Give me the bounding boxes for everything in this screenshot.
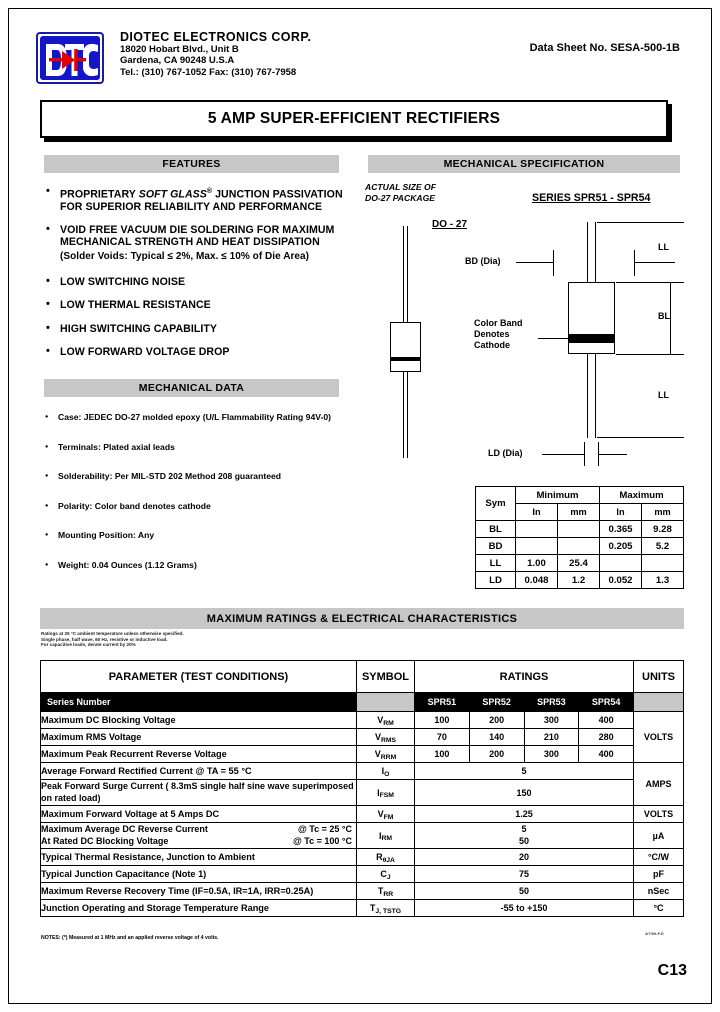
diode-body: [390, 322, 421, 372]
ratings-note-line1: Ratings at 25 °C ambient temperature unless otherwise specified.: [41, 631, 184, 636]
table-row: [41, 806, 684, 823]
series-part-number: SPR51: [415, 693, 470, 712]
param-units: µA: [634, 823, 684, 849]
ratings-note-line3: For capacitive loads, derate current by 20%: [41, 642, 136, 648]
dim-tick-ld-left: [584, 442, 585, 466]
feature-text-main: VOID FREE VACUUM DIE SOLDERING FOR MAXIMUM MECHANICAL STRENGTH AND HEAT DISSIPATION: [60, 223, 335, 249]
page-title: [40, 100, 668, 138]
dim-min-in: [516, 538, 558, 555]
rating-value: 200: [469, 746, 524, 763]
series-caption: SERIES SPR51 - SPR54: [532, 192, 651, 204]
dimension-table-row: [476, 538, 684, 555]
col-header-ratings: RATINGS: [415, 661, 634, 693]
param-symbol: [357, 866, 415, 883]
mechanical-data-item: ● Weight: 0.04 Ounces (1.12 Grams): [44, 560, 374, 570]
features-list: [44, 186, 364, 368]
dim-header-min-mm: mm: [558, 504, 600, 521]
param-symbol: [357, 823, 415, 849]
diode-lead-top: [587, 222, 596, 284]
actual-size-diode-drawing: [384, 226, 430, 458]
rating-value: 300: [524, 746, 579, 763]
dimensioned-diode-drawing: [465, 218, 684, 480]
dim-leader-ll-top: [635, 262, 675, 263]
registered-mark-icon: ®: [206, 188, 213, 195]
feature-text-suffix: JUNCTION PASSIVATION FOR SUPERIOR RELIABILITY AND PERFORMANCE: [60, 188, 343, 214]
param-units: VOLTS: [634, 712, 684, 763]
rating-value: 280: [579, 729, 634, 746]
table-row: [41, 746, 684, 763]
page-title-text: 5 AMP SUPER-EFFICIENT RECTIFIERS: [207, 110, 501, 127]
table-row: [41, 866, 684, 883]
dim-min-in: 1.00: [516, 555, 558, 572]
dim-max-in: [600, 555, 642, 572]
datasheet-number: Data Sheet No. SESA-500-1B: [529, 42, 680, 54]
col-header-units: UNITS: [634, 661, 684, 693]
rating-value: 400: [579, 712, 634, 729]
ratings-conditions-note: [41, 631, 381, 648]
dim-sym: BD: [476, 538, 516, 555]
diotec-logo-icon: [40, 36, 100, 80]
param-name: Average Forward Rectified Current @ TA = 55 °C: [41, 763, 357, 780]
dim-header-max-in: In: [600, 504, 642, 521]
param-name: [41, 823, 357, 849]
symbol-subscript: RM: [383, 719, 394, 727]
company-name: DIOTEC ELECTRONICS CORP.: [120, 30, 312, 44]
rating-value: 400: [579, 746, 634, 763]
dim-header-sym: Sym: [476, 487, 516, 521]
col-header-parameter: PARAMETER (TEST CONDITIONS): [41, 661, 357, 693]
param-name: Maximum DC Blocking Voltage: [41, 712, 357, 729]
dim-max-mm: 1.3: [642, 572, 684, 589]
symbol-main: I: [381, 766, 385, 776]
param-condition-1: @ Tc = 25 °C: [298, 824, 352, 834]
param-symbol: [357, 729, 415, 746]
main-table-header-row: [41, 661, 684, 693]
dim-sym: BL: [476, 521, 516, 538]
mechanical-drawing-area: [360, 178, 684, 488]
dim-max-mm: [642, 555, 684, 572]
symbol-subscript: θJA: [382, 856, 395, 864]
param-symbol: [357, 763, 415, 780]
dim-ext-line-body-bot: [616, 354, 684, 355]
page-header: [36, 32, 684, 92]
symbol-subscript: J: [386, 873, 391, 881]
symbol-main: V: [374, 749, 381, 759]
table-row: [41, 763, 684, 780]
feature-text-detail: (Solder Voids: Typical ≤ 2%, Max. ≤ 10% of Die Area): [60, 251, 310, 263]
param-symbol: [357, 849, 415, 866]
table-row: [41, 823, 684, 849]
rating-value: 200: [469, 712, 524, 729]
table-row: [41, 780, 684, 806]
dim-ext-line-bottom: [597, 437, 684, 438]
param-name: Maximum Peak Recurrent Reverse Voltage: [41, 746, 357, 763]
dim-ext-line-body-top: [616, 282, 684, 283]
symbol-subscript: RRM: [380, 753, 397, 761]
feature-item: • LOW SWITCHING NOISE: [44, 276, 364, 289]
color-band-callout: [474, 318, 523, 351]
dim-label-ll-bottom: LL: [658, 390, 669, 400]
rating-value-span: -55 to +150: [415, 900, 634, 917]
feature-item: [44, 186, 364, 214]
symbol-main: V: [377, 809, 384, 819]
series-part-number: SPR53: [524, 693, 579, 712]
param-condition-2: @ Tc = 100 °C: [293, 835, 352, 846]
company-address-line1: 18020 Hobart Blvd., Unit B: [120, 44, 239, 55]
param-units: pF: [634, 866, 684, 883]
mechanical-data-item: ● Solderability: Per MIL-STD 202 Method 208 guaranteed: [44, 471, 374, 481]
mechanical-data-section-header: MECHANICAL DATA: [44, 379, 339, 397]
param-name: Maximum Reverse Recovery Time (IF=0.5A, IR=1A, IRR=0.25A): [41, 883, 357, 900]
revision-code: 4/7/99-P.D: [645, 931, 664, 936]
symbol-subscript: RMS: [380, 736, 397, 744]
footnotes: NOTES: (*) Measured at 1 MHz and an applied reverse voltage of 4 volts.: [41, 935, 219, 941]
param-name-line2: At Rated DC Blocking Voltage: [41, 835, 169, 846]
symbol-main: I: [377, 787, 380, 798]
param-symbol: [357, 806, 415, 823]
param-name: Typical Thermal Resistance, Junction to Ambient: [41, 849, 357, 866]
diode-cathode-band: [568, 334, 615, 343]
symbol-main: I: [378, 830, 382, 841]
rating-value-span: 5: [415, 763, 634, 780]
color-band-line3: Cathode: [474, 340, 510, 350]
dim-label-bl: BL: [658, 311, 670, 321]
electrical-characteristics-table: [40, 660, 684, 917]
rating-value-span: 1.25: [415, 806, 634, 823]
dimension-table-header-row: [476, 487, 684, 504]
rating-value: 140: [469, 729, 524, 746]
symbol-subscript: RR: [383, 890, 394, 898]
param-symbol: [357, 780, 415, 806]
dim-min-mm: 1.2: [558, 572, 600, 589]
dim-leader-ld-left: [542, 454, 584, 455]
rating-value: 210: [524, 729, 579, 746]
dim-max-mm: 9.28: [642, 521, 684, 538]
param-units: °C: [634, 900, 684, 917]
dimension-table-row: [476, 555, 684, 572]
dim-max-in: 0.052: [600, 572, 642, 589]
symbol-main: C: [380, 869, 387, 879]
param-symbol: [357, 746, 415, 763]
param-name: Maximum Forward Voltage at 5 Amps DC: [41, 806, 357, 823]
dim-leader-bd: [516, 262, 554, 263]
param-units: °C/W: [634, 849, 684, 866]
series-symbol-empty: [357, 693, 415, 712]
param-symbol: [357, 883, 415, 900]
col-header-symbol: SYMBOL: [357, 661, 415, 693]
feature-item: • LOW FORWARD VOLTAGE DROP: [44, 346, 364, 359]
dim-header-maximum: Maximum: [600, 487, 684, 504]
rating-value-span: 20: [415, 849, 634, 866]
dim-label-ll-top: LL: [658, 242, 669, 252]
actual-size-line1: ACTUAL SIZE OF: [365, 182, 436, 192]
dim-leader-ld-right: [599, 454, 627, 455]
symbol-subscript: J, TSTG: [375, 907, 402, 915]
symbol-subscript: O: [384, 770, 390, 778]
rating-value-span: 150: [415, 780, 634, 806]
features-section-header: FEATURES: [44, 155, 339, 173]
mechanical-data-list: [44, 412, 374, 589]
dim-header-max-mm: mm: [642, 504, 684, 521]
mechanical-spec-section-header: MECHANICAL SPECIFICATION: [368, 155, 680, 173]
rating-value-span: [415, 823, 634, 849]
feature-item: [44, 224, 364, 263]
mechanical-data-item: ● Terminals: Plated axial leads: [44, 442, 374, 452]
series-units-empty: [634, 693, 684, 712]
symbol-subscript: FM: [383, 813, 394, 821]
rating-value: 100: [415, 746, 470, 763]
table-row: [41, 729, 684, 746]
symbol-main: V: [374, 732, 381, 742]
symbol-subscript: RM: [381, 835, 393, 842]
dim-min-in: 0.048: [516, 572, 558, 589]
rating-value-span: 75: [415, 866, 634, 883]
table-row: [41, 900, 684, 917]
diode-lead-bottom: [587, 352, 596, 438]
series-part-number: SPR54: [579, 693, 634, 712]
dim-ext-line-top: [597, 222, 684, 223]
dim-min-in: [516, 521, 558, 538]
mechanical-data-item: ● Polarity: Color band denotes cathode: [44, 501, 374, 511]
dim-min-mm: 25.4: [558, 555, 600, 572]
ratings-note-line2: Single phase, half wave, 60 Hz, resistive or inductive load.: [41, 636, 168, 642]
dimension-table-row: [476, 521, 684, 538]
package-caption: DO - 27: [432, 219, 468, 230]
table-row: [41, 883, 684, 900]
param-symbol: [357, 712, 415, 729]
mechanical-data-item: ● Case: JEDEC DO-27 molded epoxy (U/L Flammability Rating 94V-0): [44, 412, 374, 422]
param-name: Junction Operating and Storage Temperature Range: [41, 900, 357, 917]
feature-text-emphasis: SOFT GLASS: [138, 188, 207, 201]
color-band-leader-line: [538, 338, 568, 339]
dim-sym: LD: [476, 572, 516, 589]
dim-max-in: 0.365: [600, 521, 642, 538]
symbol-subscript: FSM: [379, 792, 394, 799]
param-name: Maximum RMS Voltage: [41, 729, 357, 746]
feature-item: • HIGH SWITCHING CAPABILITY: [44, 323, 364, 336]
diode-body-outline: [568, 282, 615, 354]
mechanical-data-item: ● Mounting Position: Any: [44, 530, 374, 540]
dim-max-mm: 5.2: [642, 538, 684, 555]
page-number: C13: [657, 962, 687, 979]
dimension-table: [475, 486, 684, 589]
color-band-line2: Denotes: [474, 329, 510, 339]
dim-sym: LL: [476, 555, 516, 572]
dim-max-in: 0.205: [600, 538, 642, 555]
param-symbol: [357, 900, 415, 917]
actual-size-caption: [365, 182, 436, 203]
table-row: [41, 849, 684, 866]
company-info: [120, 30, 311, 78]
rating-value: 70: [415, 729, 470, 746]
param-units: AMPS: [634, 763, 684, 806]
rating-value: 300: [524, 712, 579, 729]
param-units: nSec: [634, 883, 684, 900]
feature-text-prefix: PROPRIETARY: [60, 188, 139, 201]
param-name: Typical Junction Capacitance (Note 1): [41, 866, 357, 883]
maximum-ratings-section-header: MAXIMUM RATINGS & ELECTRICAL CHARACTERISTICS: [40, 608, 684, 629]
symbol-main: T: [369, 903, 376, 913]
rating-value-1: 5: [521, 824, 527, 834]
dim-label-bd: BD (Dia): [465, 256, 501, 266]
dim-min-mm: [558, 521, 600, 538]
symbol-main: R: [376, 852, 383, 862]
company-address-line2: Gardena, CA 90248 U.S.A: [120, 55, 235, 67]
rating-value-2: 50: [518, 835, 529, 846]
rating-value-span: 50: [415, 883, 634, 900]
rating-value: 100: [415, 712, 470, 729]
actual-size-line2: DO-27 PACKAGE: [365, 192, 436, 203]
dim-line-bl: [670, 282, 671, 355]
color-band-line1: Color Band: [474, 318, 523, 328]
company-contact-line: Tel.: (310) 767-1052 Fax: (310) 767-7958: [120, 66, 297, 78]
series-number-row: [41, 693, 684, 712]
symbol-main: T: [377, 886, 384, 896]
dim-label-ld: LD (Dia): [488, 448, 523, 458]
series-number-label: Series Number: [41, 693, 357, 712]
param-name-line1: Maximum Average DC Reverse Current: [41, 824, 208, 834]
feature-item: • LOW THERMAL RESISTANCE: [44, 299, 364, 312]
dim-min-mm: [558, 538, 600, 555]
series-part-number: SPR52: [469, 693, 524, 712]
param-units: VOLTS: [634, 806, 684, 823]
dim-header-min-in: In: [516, 504, 558, 521]
dimension-table-row: [476, 572, 684, 589]
symbol-main: V: [377, 715, 384, 725]
param-name: Peak Forward Surge Current ( 8.3mS single half sine wave superimposed on rated load): [41, 780, 357, 806]
diode-cathode-band: [390, 357, 421, 361]
dim-header-minimum: Minimum: [516, 487, 600, 504]
table-row: [41, 712, 684, 729]
company-logo: [36, 32, 104, 84]
